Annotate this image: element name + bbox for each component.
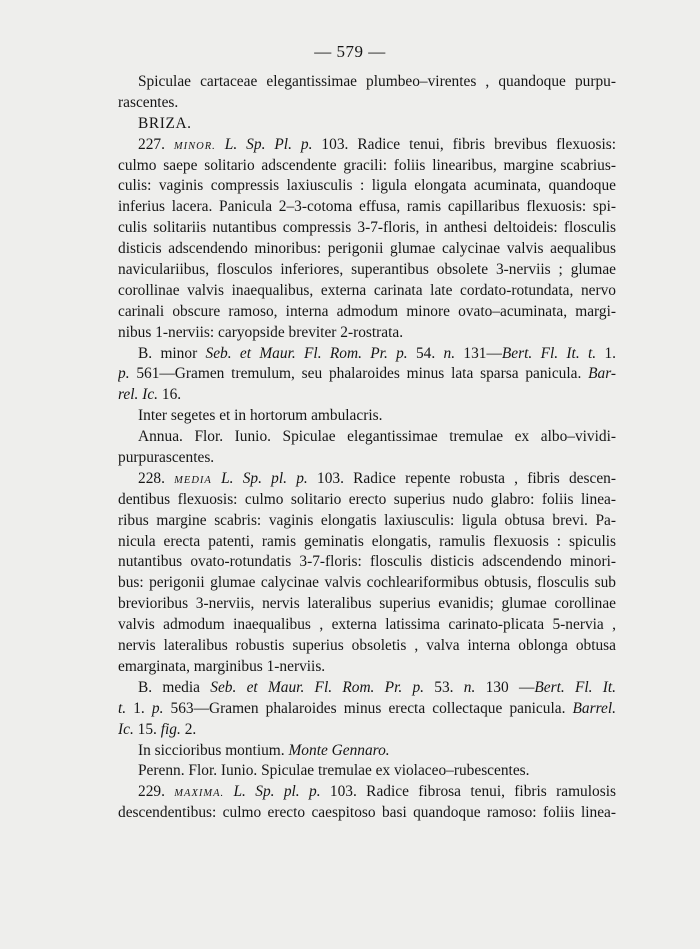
text-line	[118, 260, 616, 281]
text-segment: emarginata, marginibus 1-nerviis.	[118, 657, 326, 675]
text-segment: purpurascentes.	[118, 449, 215, 467]
text-line	[118, 156, 616, 177]
text-line	[118, 344, 616, 365]
text-line	[118, 699, 616, 720]
text-line	[118, 552, 616, 573]
text-line	[118, 72, 616, 93]
text-segment: 1.	[596, 344, 616, 362]
text-segment	[224, 783, 233, 800]
text-segment: culis solitariis nutantibus compressis 3-7-floris, in anthesi deltoideis: flosculis	[118, 219, 616, 237]
text-line	[118, 803, 616, 824]
text-segment: 16.	[158, 386, 182, 404]
text-segment: valvis admodum inaequalibus , externa latissima carinato-plicata 5-nervia ,	[118, 616, 616, 634]
italic-segment: t.	[118, 699, 127, 717]
text-segment: rascentes.	[118, 93, 179, 111]
text-segment: B. media	[138, 678, 211, 696]
text-segment: BRIZA.	[138, 114, 192, 132]
text-segment: nibus 1-nerviis: caryopside breviter 2-rostrata.	[118, 323, 404, 341]
text-segment: 103. Radice fibrosa tenui, fibris ramulosis	[320, 783, 616, 801]
text-segment: brevioribus 3-nerviis, nervis lateralibus superius evanidis; glumae corollinae	[118, 595, 616, 613]
text-segment: bus: perigonii glumae calycinae valvis cochleariformibus obtusis, flosculis sub	[118, 574, 616, 592]
text-line	[118, 761, 616, 782]
text-line	[118, 406, 616, 427]
text-line	[118, 657, 616, 678]
text-line	[118, 511, 616, 532]
text-segment: inferius lacera. Panicula 2–3-cotoma effusa, ramis capillaribus flexuosis: spi-	[118, 198, 616, 216]
section-heading	[118, 114, 616, 135]
text-line	[118, 323, 616, 344]
text-line	[118, 218, 616, 239]
italic-segment: p.	[151, 699, 164, 717]
italic-segment: Bert. Fl. It.	[534, 678, 616, 696]
text-segment: B. minor	[138, 344, 206, 362]
italic-segment: L. Sp. pl. p.	[233, 783, 321, 801]
text-segment: dentibus flexuosis: culmo solitario erecto superius nudo glabro: foliis linea-	[118, 490, 616, 508]
text-segment: descendentibus: culmo erecto caespitoso basi quandoque ramoso: foliis linea-	[118, 804, 616, 822]
text-segment: 561—Gramen tremulum, seu phalaroides minus lata sparsa panicula.	[129, 365, 589, 383]
text-segment: 228.	[138, 469, 175, 487]
text-segment: 131—	[455, 344, 502, 362]
text-line	[118, 135, 616, 156]
text-segment	[216, 136, 225, 153]
italic-segment: n.	[463, 678, 476, 696]
italic-segment: Ic.	[118, 720, 134, 738]
text-segment: 130 —	[475, 678, 535, 696]
text-line	[118, 615, 616, 636]
text-segment: Annua. Flor. Iunio. Spiculae elegantissimae tremulae ex albo–vividi-	[138, 428, 616, 446]
text-segment: 53.	[424, 678, 464, 696]
text-segment: 103. Radice repente robusta , fibris descen-	[307, 469, 616, 487]
text-segment: 103. Radice tenui, fibris brevibus flexuosis:	[312, 135, 616, 153]
italic-segment: Bert. Fl. It. t.	[501, 344, 597, 362]
text-segment: disticis adscendendo minoribus: perigonii glumae calycinae valvis aequalibus	[118, 240, 616, 258]
italic-segment: Bar-	[588, 365, 616, 383]
text-block	[118, 72, 616, 824]
text-line	[118, 427, 616, 448]
text-segment: 1.	[126, 699, 152, 717]
page-number: — 579 —	[314, 42, 386, 61]
text-line	[118, 678, 616, 699]
text-line	[118, 176, 616, 197]
text-line	[118, 197, 616, 218]
italic-segment: n.	[443, 344, 456, 362]
text-segment: 15.	[133, 720, 161, 738]
text-line	[118, 469, 616, 490]
text-line	[118, 532, 616, 553]
text-line	[118, 720, 616, 741]
italic-segment: Monte Gennaro.	[288, 741, 390, 759]
text-line	[118, 594, 616, 615]
text-line	[118, 573, 616, 594]
text-segment: Spiculae cartaceae elegantissimae plumbeo–virentes , quandoque purpu-	[138, 73, 616, 90]
text-line	[118, 448, 616, 469]
text-segment: In siccioribus montium.	[138, 741, 289, 759]
text-segment: 54.	[407, 344, 444, 362]
text-segment: 563—Gramen phalaroides minus erecta collectaque panicula.	[163, 699, 573, 717]
text-segment: nicula erecta patenti, ramis geminatis elongatis, ramulis flexuosis : spiculis	[118, 532, 616, 550]
text-line	[118, 782, 616, 803]
text-segment: nutantibus ovato-rotundatis 3-7-floris: flosculis disticis adscendendo minori-	[118, 553, 616, 571]
text-segment: 2.	[180, 720, 197, 738]
text-segment: culis: vaginis compressis laxiusculis : ligula elongata acuminata, quandoque	[118, 177, 616, 195]
italic-segment: Barrel.	[572, 699, 616, 717]
text-segment: 229.	[138, 783, 175, 801]
text-line	[118, 636, 616, 657]
text-segment: naviculariibus, flosculos inferiores, superantibus obsolete 3-nerviis ; glumae	[118, 261, 616, 279]
text-segment: Inter segetes et in hortorum ambulacris.	[138, 407, 383, 425]
species-name: MINOR.	[173, 140, 216, 152]
text-line	[118, 490, 616, 511]
italic-segment: p.	[118, 365, 130, 383]
text-line	[118, 302, 616, 323]
text-line	[118, 364, 616, 385]
text-line	[118, 385, 616, 406]
text-segment: nervis lateralibus robustis superius obsoletis , valva interna oblonga obtusa	[118, 637, 616, 655]
text-segment	[212, 470, 221, 487]
text-segment: corollinae valvis inaequalibus, externa carinata late cordato-rotundata, nervo	[118, 281, 616, 299]
text-segment: 227.	[138, 135, 174, 153]
italic-segment: rel. Ic.	[118, 386, 159, 404]
species-name: MAXIMA.	[174, 788, 225, 800]
italic-segment: L. Sp. pl. p.	[221, 469, 308, 487]
text-line	[118, 741, 616, 762]
italic-segment: L. Sp. Pl. p.	[224, 135, 313, 153]
text-line	[118, 239, 616, 260]
text-segment: Perenn. Flor. Iunio. Spiculae tremulae ex violaceo–rubescentes.	[138, 762, 530, 780]
text-segment: carinali obscure ramoso, interna admodum minore ovato–acuminata, margi-	[118, 302, 616, 320]
text-line	[118, 281, 616, 302]
italic-segment: Seb. et Maur. Fl. Rom. Pr. p.	[205, 344, 408, 362]
text-segment: culmo saepe solitario adscendente gracili: foliis linearibus, margine scabrius-	[118, 156, 616, 174]
text-line	[118, 93, 616, 114]
italic-segment: Seb. et Maur. Fl. Rom. Pr. p.	[210, 678, 425, 696]
text-segment: ribus margine scabris: vaginis elongatis laxiusculis: ligula obtusa brevi. Pa-	[118, 511, 616, 529]
italic-segment: fig.	[160, 720, 181, 738]
species-name: MEDIA	[174, 474, 212, 486]
